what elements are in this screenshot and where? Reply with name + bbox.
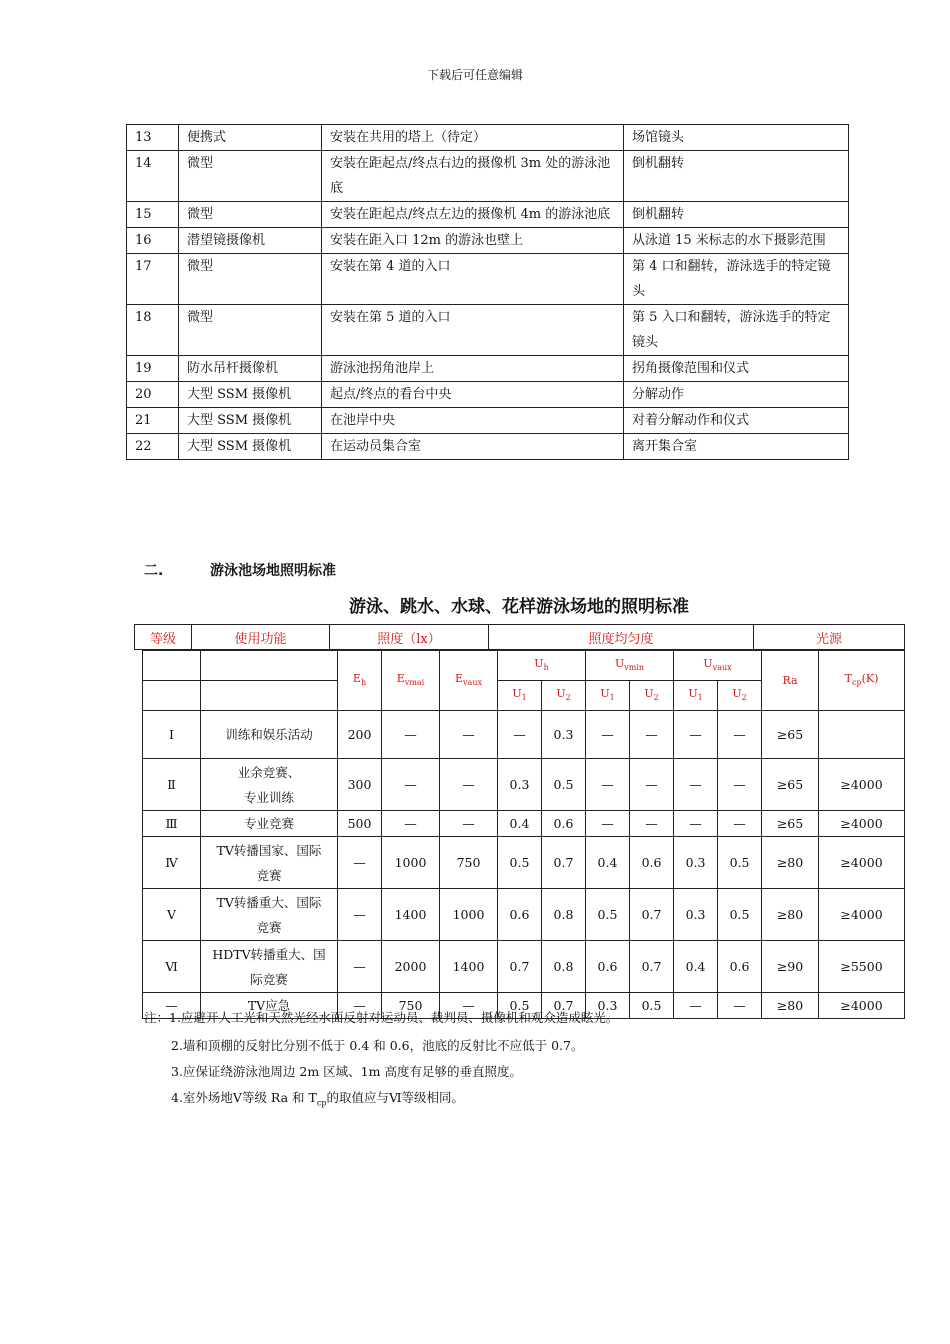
ra-cell: ≥65 [762,811,819,837]
table-row [143,837,905,889]
uh-u1-cell: 0.7 [498,941,542,993]
uh-u2-cell: 0.5 [542,759,586,811]
evaux-cell: — [440,811,498,837]
grade-cell: Ⅰ [143,711,201,759]
header-light-source: 光源 [754,625,905,650]
uvaux-u2-cell: — [718,759,762,811]
camera-type: 潜望镜摄像机 [179,228,322,254]
camera-location: 安装在共用的塔上（待定） [322,125,624,151]
function-cell: TV转播国家、国际 竞赛 [201,837,338,889]
tcp-cell: ≥5500 [819,941,905,993]
eh-cell: 200 [338,711,382,759]
u1-header: $U_1$ [586,681,630,711]
tcp-cell: ≥4000 [819,759,905,811]
camera-type: 微型 [179,151,322,202]
grade-cell: Ⅲ [143,811,201,837]
section-number: 二. [144,563,164,579]
uvmin-u2-cell: 0.6 [630,837,674,889]
header-function: 使用功能 [192,625,330,650]
uvaux-u1-cell: 0.4 [674,941,718,993]
camera-number: 19 [127,356,179,382]
camera-location: 在池岸中央 [322,408,624,434]
uvaux-u1-cell: 0.3 [674,889,718,941]
header-grade: 等级 [135,625,192,650]
uh-u1-cell: 0.3 [498,759,542,811]
uvmin-u2-cell: — [630,811,674,837]
camera-number: 22 [127,434,179,460]
uvmin-u2-cell: — [630,711,674,759]
uvaux-u1-cell: — [674,759,718,811]
camera-shot: 倒机翻转 [624,151,849,202]
camera-number: 15 [127,202,179,228]
evmai-cell: 1400 [382,889,440,941]
uvmin-u1-cell: 0.5 [586,889,630,941]
lighting-header-table [134,624,905,650]
evaux-cell: — [440,993,498,1019]
camera-shot: 离开集合室 [624,434,849,460]
tcp-cell: ≥4000 [819,889,905,941]
grade-cell: Ⅳ [143,837,201,889]
table-row [127,382,849,408]
function-cell: 业余竞赛、 专业训练 [201,759,338,811]
uh-u2-cell: 0.7 [542,993,586,1019]
camera-number: 18 [127,305,179,356]
tcp-header: $T_{cp}(K)$ [819,651,905,711]
evmai-cell: 750 [382,993,440,1019]
camera-shot: 拐角摄像范围和仪式 [624,356,849,382]
uh-u2-cell: 0.8 [542,941,586,993]
table-row [127,305,849,356]
camera-shot: 倒机翻转 [624,202,849,228]
evmai-cell: — [382,759,440,811]
camera-type: 大型 SSM 摄像机 [179,434,322,460]
uvaux-u1-cell: — [674,811,718,837]
table-row [143,941,905,993]
camera-location: 安装在第 4 道的入口 [322,254,624,305]
table-row [127,125,849,151]
ra-cell: ≥65 [762,759,819,811]
function-cell: 训练和娱乐活动 [201,711,338,759]
table-row [127,202,849,228]
evaux-cell: 750 [440,837,498,889]
camera-shot: 从泳道 15 米标志的水下摄影范围 [624,228,849,254]
camera-location: 游泳池拐角池岸上 [322,356,624,382]
uvmin-u1-cell: — [586,711,630,759]
evaux-cell: 1000 [440,889,498,941]
camera-location: 在运动员集合室 [322,434,624,460]
u2-header: $U_2$ [630,681,674,711]
camera-shot: 对着分解动作和仪式 [624,408,849,434]
eh-cell: — [338,837,382,889]
camera-location: 安装在第 5 道的入口 [322,305,624,356]
uvaux-u1-cell: 0.3 [674,837,718,889]
u2-header: $U_2$ [542,681,586,711]
camera-location: 起点/终点的看台中央 [322,382,624,408]
note-4: 4.室外场地Ⅴ等级 Ra 和 $T_{cp}$的取值应与Ⅵ等级相同。 [171,1090,465,1108]
camera-shot: 第 4 口和翻转，游泳选手的特定镜头 [624,254,849,305]
table-row [127,151,849,202]
eh-cell: — [338,941,382,993]
uvmin-u2-cell: 0.5 [630,993,674,1019]
grade-cell: Ⅱ [143,759,201,811]
uvmin-u1-cell: — [586,811,630,837]
uvaux-header: $U_{vaux}$ [674,651,762,681]
camera-table-body [127,125,849,460]
function-cell: HDTV转播重大、国 际竞赛 [201,941,338,993]
camera-location: 安装在距入口 12m 的游泳也壁上 [322,228,624,254]
uvaux-u2-cell: 0.5 [718,889,762,941]
uvmin-header: $U_{vmin}$ [586,651,674,681]
camera-location: 安装在距起点/终点左边的摄像机 4m 的游泳池底 [322,202,624,228]
function-cell: TV转播重大、国际 竞赛 [201,889,338,941]
camera-shot: 第 5 入口和翻转，游泳选手的特定镜头 [624,305,849,356]
table-row [127,408,849,434]
section-title: 游泳池场地照明标准 [210,563,336,579]
section-heading [144,560,336,580]
uh-u1-cell: 0.5 [498,837,542,889]
uh-u1-cell: — [498,711,542,759]
uvmin-u1-cell: 0.6 [586,941,630,993]
table-row [143,711,905,759]
grade-cell: Ⅴ [143,889,201,941]
evaux-header: $E_{vaux}$ [440,651,498,711]
evaux-cell: — [440,711,498,759]
table-row [127,356,849,382]
ra-cell: ≥80 [762,889,819,941]
camera-number: 14 [127,151,179,202]
camera-type: 便携式 [179,125,322,151]
uh-u2-cell: 0.7 [542,837,586,889]
tcp-cell: ≥4000 [819,993,905,1019]
camera-type: 微型 [179,254,322,305]
u1-header: $U_1$ [498,681,542,711]
camera-number: 13 [127,125,179,151]
camera-type: 微型 [179,305,322,356]
camera-table [126,124,849,460]
empty-cell [201,681,338,711]
tcp-cell [819,711,905,759]
uvaux-u2-cell: — [718,993,762,1019]
camera-type: 大型 SSM 摄像机 [179,382,322,408]
camera-type: 微型 [179,202,322,228]
uh-u2-cell: 0.6 [542,811,586,837]
tcp-cell: ≥4000 [819,837,905,889]
camera-type: 防水吊杆摄像机 [179,356,322,382]
camera-number: 21 [127,408,179,434]
uh-u1-cell: 0.5 [498,993,542,1019]
lighting-table-title: 游泳、跳水、水球、花样游泳场地的照明标准 [349,597,689,617]
evaux-cell: — [440,759,498,811]
uvaux-u2-cell: — [718,811,762,837]
table-row [143,811,905,837]
ra-cell: ≥90 [762,941,819,993]
table-row [143,889,905,941]
table-row [127,254,849,305]
uvmin-u1-cell: — [586,759,630,811]
function-cell: TV应急 [201,993,338,1019]
u1-header: $U_1$ [674,681,718,711]
camera-type: 大型 SSM 摄像机 [179,408,322,434]
lighting-table-body [143,651,905,1019]
uvaux-u1-cell: — [674,993,718,1019]
uvaux-u2-cell: 0.5 [718,837,762,889]
camera-number: 17 [127,254,179,305]
lighting-table [142,650,905,1019]
uvmin-u2-cell: 0.7 [630,941,674,993]
uh-u1-cell: 0.6 [498,889,542,941]
camera-number: 20 [127,382,179,408]
header-illuminance: 照度（lx） [330,625,489,650]
empty-cell [143,681,201,711]
uh-u2-cell: 0.8 [542,889,586,941]
table-row [127,228,849,254]
u2-header: $U_2$ [718,681,762,711]
empty-cell [201,651,338,681]
camera-number: 16 [127,228,179,254]
eh-cell: — [338,889,382,941]
table-row [127,434,849,460]
ra-cell: ≥80 [762,993,819,1019]
function-cell: 专业竞赛 [201,811,338,837]
evmai-header: $E_{vmai}$ [382,651,440,711]
uvmin-u2-cell: 0.7 [630,889,674,941]
evmai-cell: 2000 [382,941,440,993]
uvmin-u1-cell: 0.3 [586,993,630,1019]
evaux-cell: 1400 [440,941,498,993]
uvaux-u2-cell: 0.6 [718,941,762,993]
evmai-cell: 1000 [382,837,440,889]
ra-cell: ≥80 [762,837,819,889]
eh-cell: 500 [338,811,382,837]
uvmin-u1-cell: 0.4 [586,837,630,889]
grade-cell: Ⅵ [143,941,201,993]
eh-header: $E_h$ [338,651,382,711]
tcp-cell: ≥4000 [819,811,905,837]
uh-u2-cell: 0.3 [542,711,586,759]
evmai-cell: — [382,811,440,837]
note-3: 3.应保证绕游泳池周边 2m 区域、1m 高度有足够的垂直照度。 [171,1064,522,1079]
uh-header: $U_h$ [498,651,586,681]
evmai-cell: — [382,711,440,759]
uvaux-u2-cell: — [718,711,762,759]
ra-header: Ra [762,651,819,711]
grade-cell: — [143,993,201,1019]
camera-shot: 场馆镜头 [624,125,849,151]
uvaux-u1-cell: — [674,711,718,759]
table-row [143,759,905,811]
header-uniformity: 照度均匀度 [489,625,754,650]
note-2: 2.墙和顶棚的反射比分别不低于 0.4 和 0.6，池底的反射比不应低于 0.7。 [171,1038,584,1053]
empty-cell [143,651,201,681]
camera-shot: 分解动作 [624,382,849,408]
ra-cell: ≥65 [762,711,819,759]
camera-location: 安装在距起点/终点右边的摄像机 3m 处的游泳池底 [322,151,624,202]
note-1: 注：1.应避开人工光和天然光经水面反射对运动员、裁判员、摄像机和观众造成眩光。 [144,1010,619,1025]
page-header: 下载后可任意编辑 [426,68,523,82]
uvmin-u2-cell: — [630,759,674,811]
eh-cell: 300 [338,759,382,811]
uh-u1-cell: 0.4 [498,811,542,837]
eh-cell: — [338,993,382,1019]
